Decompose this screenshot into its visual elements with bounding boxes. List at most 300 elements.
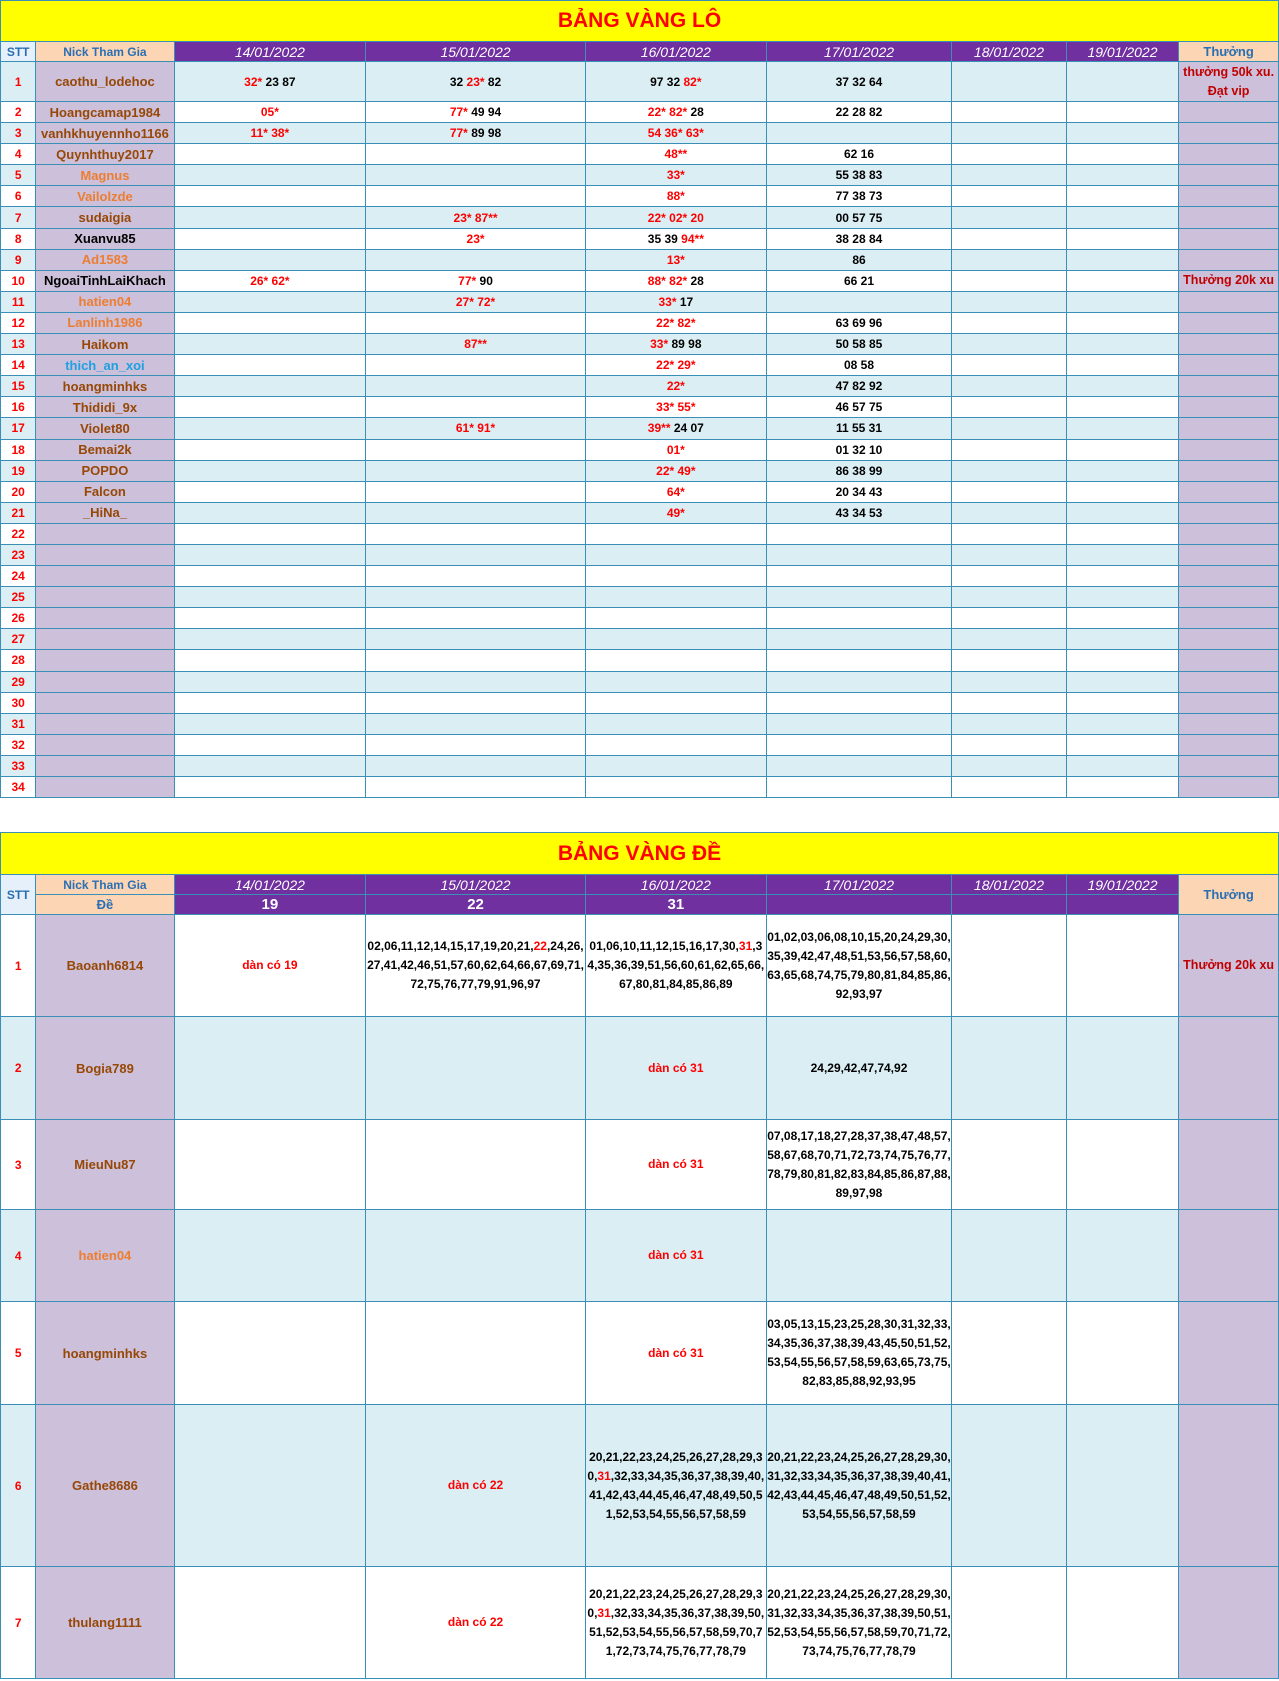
nick-name[interactable] (36, 692, 174, 713)
number-run: 94** (681, 231, 704, 246)
row-number: 3 (1, 1120, 36, 1210)
number-cell (174, 186, 366, 207)
prize-cell (1179, 544, 1279, 565)
nick-name[interactable] (36, 650, 174, 671)
nick-name[interactable]: thich_an_xoi (36, 355, 174, 376)
number-cell (766, 523, 951, 544)
number-run: 22* 82* (656, 315, 696, 330)
number-cell (366, 777, 586, 798)
number-cell (366, 650, 586, 671)
number-run: 22* 29* (656, 358, 696, 373)
prize-header: Thưởng (1179, 42, 1279, 62)
number-cell (174, 713, 366, 734)
prize-cell (1179, 1210, 1279, 1302)
number-run: dàn có 19 (242, 958, 298, 972)
number-run: 03,05,13,15,23,25,28,30,31,32,33,34,35,36,37,38,39,43,45,50,51,52,53,54,55,56,57,58,59,63,65,73,75,82,83,85,88,92,93,95 (767, 1317, 951, 1388)
nick-name[interactable] (36, 544, 174, 565)
number-cell (766, 439, 951, 460)
number-run: 17 (676, 294, 694, 309)
prize-cell (1179, 671, 1279, 692)
row-number: 8 (1, 228, 36, 249)
row-number: 26 (1, 608, 36, 629)
nick-name[interactable] (36, 629, 174, 650)
number-cell (766, 186, 951, 207)
number-cell (366, 1210, 586, 1302)
number-cell (1066, 566, 1178, 587)
date-header: 16/01/2022 (585, 42, 766, 62)
nick-header: Nick Tham Gia (36, 42, 174, 62)
number-cell (766, 1120, 951, 1210)
number-cell (585, 1302, 766, 1405)
number-cell (952, 502, 1067, 523)
number-cell (366, 566, 586, 587)
de-header-row (1, 875, 1279, 895)
nick-name[interactable] (36, 671, 174, 692)
nick-name[interactable] (36, 566, 174, 587)
prize-cell (1179, 1120, 1279, 1210)
prize-header: Thưởng (1179, 875, 1279, 915)
number-cell (366, 1302, 586, 1405)
number-cell (766, 123, 951, 144)
table-row (1, 1017, 1279, 1120)
number-cell (1066, 671, 1178, 692)
de-result (1066, 895, 1178, 915)
number-run: 28 (687, 105, 704, 120)
prize-cell (1179, 207, 1279, 228)
number-cell (174, 544, 366, 565)
nick-name[interactable] (36, 523, 174, 544)
prize-cell (1179, 481, 1279, 502)
number-cell (174, 460, 366, 481)
nick-name[interactable]: hoangminhks (36, 376, 174, 397)
table-row (1, 270, 1279, 291)
number-cell (1066, 608, 1178, 629)
number-cell (766, 165, 951, 186)
number-run: 88* (666, 189, 685, 204)
date-header: 19/01/2022 (1066, 875, 1178, 895)
prize-cell: Thưởng 20k xu (1179, 915, 1279, 1017)
number-cell (1066, 186, 1178, 207)
number-run: 01,06,10,11,12,15,16,17,30, (589, 939, 739, 953)
number-cell (174, 397, 366, 418)
number-cell (952, 629, 1067, 650)
number-cell (174, 418, 366, 439)
number-run: 77* (449, 105, 468, 120)
number-cell (1066, 312, 1178, 333)
nick-name[interactable]: Ad1583 (36, 249, 174, 270)
number-cell (952, 334, 1067, 355)
number-cell (952, 566, 1067, 587)
row-number: 5 (1, 1302, 36, 1405)
nick-name[interactable]: hatien04 (36, 1210, 174, 1302)
number-run: 43 34 53 (835, 505, 883, 520)
number-run: 11 55 31 (835, 421, 883, 436)
number-run: 86 38 99 (835, 463, 883, 478)
date-header: 14/01/2022 (174, 875, 366, 895)
lo-board (0, 0, 1279, 798)
number-cell (766, 650, 951, 671)
number-run: 23 87 (262, 74, 296, 89)
number-cell (766, 608, 951, 629)
number-cell (952, 523, 1067, 544)
number-cell (366, 1405, 586, 1567)
number-cell (1066, 334, 1178, 355)
number-run: 23* (466, 231, 485, 246)
number-cell (1066, 291, 1178, 312)
number-cell (766, 502, 951, 523)
table-row (1, 144, 1279, 165)
nick-name[interactable]: Magnus (36, 165, 174, 186)
row-number: 17 (1, 418, 36, 439)
prize-cell (1179, 102, 1279, 123)
table-row (1, 1210, 1279, 1302)
number-run: 33* (658, 294, 677, 309)
number-run: 22 (533, 939, 547, 953)
nick-name[interactable]: Lanlinh1986 (36, 312, 174, 333)
table-row (1, 355, 1279, 376)
number-cell (585, 502, 766, 523)
number-cell (585, 291, 766, 312)
number-cell (952, 1302, 1067, 1405)
number-cell (366, 102, 586, 123)
prize-cell (1179, 355, 1279, 376)
number-cell (952, 1120, 1067, 1210)
row-number: 20 (1, 481, 36, 502)
nick-name[interactable]: vanhkhuyennho1166 (36, 123, 174, 144)
number-cell (766, 270, 951, 291)
number-cell (585, 439, 766, 460)
number-cell (952, 355, 1067, 376)
nick-name[interactable]: Falcon (36, 481, 174, 502)
date-header: 16/01/2022 (585, 875, 766, 895)
number-run: 61* 91* (455, 421, 496, 436)
nick-name[interactable] (36, 755, 174, 776)
table-row (1, 671, 1279, 692)
nick-name[interactable]: Thididi_9x (36, 397, 174, 418)
number-run: 20,21,22,23,24,25,26,27,28,29,30,31,32,33,34,35,36,37,38,39,40,41,42,43,44,45,46,47,48,49,50,51,52,53,54,55,56,57,58,59 (767, 1449, 951, 1521)
number-cell (174, 334, 366, 355)
date-header: 14/01/2022 (174, 42, 366, 62)
number-run: 20,21,22,23,24,25,26,27,28,29,30, (587, 1449, 763, 1483)
number-cell (174, 566, 366, 587)
number-cell (585, 62, 766, 102)
number-run: 32* (244, 74, 263, 89)
table-row (1, 608, 1279, 629)
number-cell (585, 186, 766, 207)
number-cell (1066, 418, 1178, 439)
row-number: 21 (1, 502, 36, 523)
table-row (1, 523, 1279, 544)
table-row (1, 207, 1279, 228)
row-number: 15 (1, 376, 36, 397)
nick-name[interactable]: Violet80 (36, 418, 174, 439)
number-cell (1066, 915, 1178, 1017)
number-cell (585, 228, 766, 249)
de-table (0, 832, 1279, 1679)
number-cell (952, 1567, 1067, 1679)
number-run: 01,02,03,06,08,10,15,20,24,29,30,35,39,42,47,48,51,53,56,57,58,60,63,65,68,74,75,79,80,81,84,85,86,92,93,97 (767, 929, 951, 1001)
number-run: 38 28 84 (835, 231, 883, 246)
prize-cell (1179, 249, 1279, 270)
number-cell (952, 481, 1067, 502)
nick-name[interactable]: Gathe8686 (36, 1405, 174, 1567)
number-cell (174, 692, 366, 713)
number-cell (174, 915, 366, 1017)
number-cell (585, 460, 766, 481)
number-cell (366, 186, 586, 207)
number-cell (952, 608, 1067, 629)
number-run: dàn có 31 (648, 1060, 704, 1075)
number-cell (952, 1017, 1067, 1120)
number-cell (585, 1567, 766, 1679)
number-cell (174, 734, 366, 755)
nick-name[interactable]: hatien04 (36, 291, 174, 312)
nick-name[interactable]: POPDO (36, 460, 174, 481)
prize-cell (1179, 1405, 1279, 1567)
number-cell (1066, 355, 1178, 376)
nick-name[interactable]: _HiNa_ (36, 502, 174, 523)
number-cell (174, 270, 366, 291)
table-row (1, 692, 1279, 713)
nick-name[interactable]: Bogia789 (36, 1017, 174, 1120)
prize-cell (1179, 692, 1279, 713)
nick-name[interactable] (36, 734, 174, 755)
number-cell (952, 165, 1067, 186)
number-cell (766, 692, 951, 713)
nick-name[interactable]: thulang1111 (36, 1567, 174, 1679)
prize-cell (1179, 439, 1279, 460)
number-cell (366, 376, 586, 397)
number-cell (585, 777, 766, 798)
table-row (1, 1567, 1279, 1679)
prize-cell (1179, 755, 1279, 776)
number-run: dàn có 31 (648, 1248, 704, 1262)
number-run: 88* 82* (647, 273, 688, 288)
number-cell (766, 355, 951, 376)
nick-name[interactable]: Hoangcamap1984 (36, 102, 174, 123)
number-cell (766, 629, 951, 650)
number-cell (585, 1017, 766, 1120)
number-cell (585, 249, 766, 270)
date-header: 18/01/2022 (952, 42, 1067, 62)
row-number: 3 (1, 123, 36, 144)
number-run: 82 (484, 74, 502, 89)
number-cell (585, 523, 766, 544)
number-cell (366, 915, 586, 1017)
nick-name[interactable]: NgoaiTinhLaiKhach (36, 270, 174, 291)
number-cell (1066, 62, 1178, 102)
prize-cell (1179, 1567, 1279, 1679)
number-cell (766, 671, 951, 692)
row-number: 12 (1, 312, 36, 333)
number-cell (585, 144, 766, 165)
number-cell (1066, 587, 1178, 608)
date-header: 15/01/2022 (366, 875, 586, 895)
number-cell (366, 713, 586, 734)
table-row (1, 544, 1279, 565)
number-cell (766, 755, 951, 776)
row-number: 2 (1, 102, 36, 123)
number-cell (585, 123, 766, 144)
number-run: 77* (458, 273, 477, 288)
nick-name[interactable]: Quynhthuy2017 (36, 144, 174, 165)
number-cell (585, 566, 766, 587)
number-run: 20,21,22,23,24,25,26,27,28,29,30, (587, 1586, 763, 1620)
number-cell (366, 270, 586, 291)
table-row (1, 439, 1279, 460)
number-cell (1066, 755, 1178, 776)
de-title: BẢNG VÀNG ĐỀ (1, 833, 1279, 875)
de-result-row (1, 895, 1279, 915)
row-number: 18 (1, 439, 36, 460)
table-row (1, 587, 1279, 608)
number-cell (174, 1120, 366, 1210)
number-run: 33* 55* (656, 400, 696, 415)
number-run: ,24,26,27,41,42,46,51,57,60,62,64,66,67,69,71,72,75,76,77,79,91,96,97 (367, 939, 584, 991)
nick-name[interactable]: Haikom (36, 334, 174, 355)
number-run: 27* 72* (455, 294, 496, 309)
row-number: 33 (1, 755, 36, 776)
number-cell (952, 62, 1067, 102)
row-number: 22 (1, 523, 36, 544)
number-cell (952, 186, 1067, 207)
row-number: 23 (1, 544, 36, 565)
number-cell (366, 692, 586, 713)
number-cell (952, 207, 1067, 228)
table-row (1, 481, 1279, 502)
number-run: ,32,33,34,35,36,37,38,39,40,41,42,43,44,45,46,47,48,49,50,51,52,53,54,55,56,57,58,59 (589, 1468, 765, 1521)
number-run: 01* (666, 442, 685, 457)
nick-name[interactable]: Vailolzde (36, 186, 174, 207)
row-number: 5 (1, 165, 36, 186)
nick-name[interactable]: Bemai2k (36, 439, 174, 460)
nick-name[interactable] (36, 587, 174, 608)
number-run: 24 07 (670, 421, 704, 436)
number-cell (174, 502, 366, 523)
prize-cell (1179, 418, 1279, 439)
number-cell (174, 777, 366, 798)
number-run: 54 36* 63* (647, 126, 704, 141)
number-cell (766, 376, 951, 397)
number-run: 31 (597, 1468, 611, 1483)
nick-name[interactable] (36, 608, 174, 629)
number-cell (766, 481, 951, 502)
nick-name[interactable]: MieuNu87 (36, 1120, 174, 1210)
nick-name[interactable]: hoangminhks (36, 1302, 174, 1405)
number-cell (952, 144, 1067, 165)
table-row (1, 713, 1279, 734)
lo-table (0, 0, 1279, 798)
number-cell (1066, 460, 1178, 481)
number-cell (1066, 102, 1178, 123)
table-row (1, 102, 1279, 123)
number-cell (585, 1210, 766, 1302)
table-row (1, 186, 1279, 207)
nick-name[interactable]: Baoanh6814 (36, 915, 174, 1017)
number-cell (766, 418, 951, 439)
number-run: 02,06,11,12,14,15,17,19,20,21, (367, 939, 534, 953)
nick-name[interactable] (36, 713, 174, 734)
number-cell (366, 228, 586, 249)
number-cell (1066, 228, 1178, 249)
nick-name[interactable] (36, 777, 174, 798)
number-cell (1066, 481, 1178, 502)
number-run: 22* 49* (656, 463, 696, 478)
number-run: 55 38 83 (835, 168, 883, 183)
row-number: 34 (1, 777, 36, 798)
number-cell (585, 355, 766, 376)
number-cell (174, 102, 366, 123)
number-cell (174, 481, 366, 502)
number-run: 13* (666, 252, 685, 267)
number-cell (366, 312, 586, 333)
number-run: dàn có 22 (447, 1478, 504, 1492)
table-row (1, 777, 1279, 798)
number-cell (585, 312, 766, 333)
table-row (1, 312, 1279, 333)
number-cell (952, 650, 1067, 671)
number-run: 77* (449, 126, 468, 141)
number-cell (952, 228, 1067, 249)
row-number: 7 (1, 207, 36, 228)
prize-cell (1179, 734, 1279, 755)
number-run: 00 57 75 (835, 210, 883, 225)
number-cell (1066, 734, 1178, 755)
prize-cell: thưởng 50k xu. Đạt vip (1179, 62, 1279, 102)
prize-cell (1179, 291, 1279, 312)
number-cell (174, 671, 366, 692)
number-run: 62 16 (843, 147, 874, 162)
row-number: 31 (1, 713, 36, 734)
row-number: 11 (1, 291, 36, 312)
number-run: 33* (666, 168, 685, 183)
table-row (1, 249, 1279, 270)
number-cell (366, 207, 586, 228)
de-result (766, 895, 951, 915)
number-cell (952, 102, 1067, 123)
number-cell (585, 629, 766, 650)
number-cell (585, 734, 766, 755)
row-number: 25 (1, 587, 36, 608)
prize-cell (1179, 165, 1279, 186)
number-cell (766, 397, 951, 418)
number-cell (1066, 1120, 1178, 1210)
prize-cell (1179, 376, 1279, 397)
number-cell (952, 439, 1067, 460)
number-cell (952, 671, 1067, 692)
table-row (1, 62, 1279, 102)
number-cell (766, 62, 951, 102)
number-cell (174, 312, 366, 333)
number-cell (766, 713, 951, 734)
row-number: 4 (1, 1210, 36, 1302)
de-result: 19 (174, 895, 366, 915)
number-run: 64* (666, 484, 685, 499)
number-run: dàn có 31 (648, 1157, 704, 1171)
nick-name[interactable]: caothu_lodehoc (36, 62, 174, 102)
row-number: 6 (1, 186, 36, 207)
number-cell (366, 629, 586, 650)
nick-name[interactable]: Xuanvu85 (36, 228, 174, 249)
row-number: 1 (1, 62, 36, 102)
number-cell (1066, 439, 1178, 460)
number-cell (366, 544, 586, 565)
number-cell (174, 291, 366, 312)
number-cell (952, 312, 1067, 333)
nick-name[interactable]: sudaigia (36, 207, 174, 228)
prize-cell (1179, 228, 1279, 249)
number-cell (766, 777, 951, 798)
